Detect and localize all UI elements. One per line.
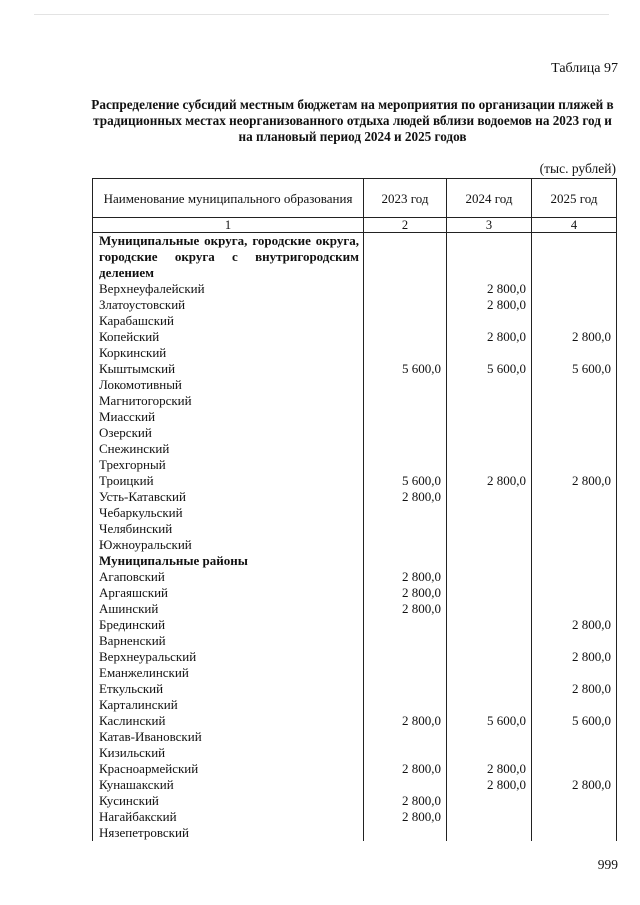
table-header-row — [93, 179, 617, 218]
value-2023-cell — [364, 505, 447, 521]
value-2024-cell — [447, 745, 532, 761]
table-row — [93, 633, 617, 649]
municipality-name-cell: Озерский — [93, 425, 364, 441]
value-2025-cell — [532, 313, 617, 329]
value-2025-cell — [532, 601, 617, 617]
table-number-label: Таблица 97 — [551, 61, 618, 76]
value-2024-cell — [447, 537, 532, 553]
table-row — [93, 745, 617, 761]
value-2025-cell — [532, 761, 617, 777]
value-2025-cell: 2 800,0 — [532, 329, 617, 345]
value-2023-cell: 2 800,0 — [364, 585, 447, 601]
municipality-name-cell: Снежинский — [93, 441, 364, 457]
table-row — [93, 761, 617, 777]
value-2024-cell — [447, 665, 532, 681]
value-2023-cell — [364, 649, 447, 665]
column-number-3: 3 — [447, 218, 532, 233]
value-2023-cell — [364, 553, 447, 569]
subsidies-table — [92, 178, 617, 841]
value-2023-cell — [364, 633, 447, 649]
municipality-name-cell: Нагайбакский — [93, 809, 364, 825]
municipality-name-cell: Варненский — [93, 633, 364, 649]
table-row — [93, 393, 617, 409]
value-2024-cell: 5 600,0 — [447, 361, 532, 377]
value-2025-cell — [532, 809, 617, 825]
column-number-row — [93, 218, 617, 233]
municipality-name-cell: Еманжелинский — [93, 665, 364, 681]
municipality-name-cell: Кыштымский — [93, 361, 364, 377]
document-title: Распределение субсидий местным бюджетам на мероприятия по организации пляжей в традиционных местах неорганизованного отдыха людей вблизи водоемов на 2023 год и на плановый период 2024 и 2025 годов — [91, 97, 614, 144]
municipality-name-cell: Карабашский — [93, 313, 364, 329]
value-2023-cell — [364, 617, 447, 633]
value-2023-cell: 2 800,0 — [364, 601, 447, 617]
value-2024-cell — [447, 409, 532, 425]
table-row — [93, 409, 617, 425]
table-row — [93, 793, 617, 809]
column-header-municipality: Наименование муниципального образования — [93, 179, 364, 218]
value-2025-cell — [532, 393, 617, 409]
value-2024-cell — [447, 521, 532, 537]
value-2023-cell — [364, 377, 447, 393]
table-row — [93, 377, 617, 393]
group-name-cell: Муниципальные округа, городские округа, городские округа с внутригородским делением — [93, 233, 364, 282]
column-number-4: 4 — [532, 218, 617, 233]
value-2024-cell — [447, 377, 532, 393]
column-number-2: 2 — [364, 218, 447, 233]
page-edge-line — [34, 14, 609, 15]
value-2025-cell — [532, 793, 617, 809]
value-2023-cell — [364, 745, 447, 761]
value-2024-cell — [447, 697, 532, 713]
value-2024-cell: 2 800,0 — [447, 329, 532, 345]
column-header-2024: 2024 год — [447, 179, 532, 218]
value-2025-cell — [532, 377, 617, 393]
value-2025-cell: 5 600,0 — [532, 713, 617, 729]
value-2025-cell — [532, 537, 617, 553]
value-2023-cell — [364, 441, 447, 457]
table-row — [93, 585, 617, 601]
value-2025-cell — [532, 745, 617, 761]
municipality-name-cell: Коркинский — [93, 345, 364, 361]
value-2024-cell — [447, 681, 532, 697]
value-2023-cell — [364, 425, 447, 441]
value-2024-cell — [447, 809, 532, 825]
value-2024-cell — [447, 313, 532, 329]
table-row — [93, 537, 617, 553]
value-2023-cell: 2 800,0 — [364, 713, 447, 729]
table-group-row — [93, 553, 617, 569]
value-2025-cell: 2 800,0 — [532, 649, 617, 665]
value-2025-cell — [532, 665, 617, 681]
value-2024-cell: 2 800,0 — [447, 761, 532, 777]
table-row — [93, 729, 617, 745]
value-2024-cell: 2 800,0 — [447, 473, 532, 489]
municipality-name-cell: Чебаркульский — [93, 505, 364, 521]
value-2023-cell: 2 800,0 — [364, 569, 447, 585]
municipality-name-cell: Красноармейский — [93, 761, 364, 777]
table-row — [93, 345, 617, 361]
value-2024-cell — [447, 793, 532, 809]
value-2023-cell — [364, 681, 447, 697]
table-row — [93, 809, 617, 825]
table-body — [93, 233, 617, 842]
value-2025-cell — [532, 457, 617, 473]
value-2025-cell — [532, 585, 617, 601]
value-2024-cell — [447, 649, 532, 665]
table-row — [93, 713, 617, 729]
value-2024-cell — [447, 585, 532, 601]
value-2023-cell — [364, 297, 447, 313]
value-2024-cell — [447, 457, 532, 473]
value-2023-cell — [364, 329, 447, 345]
column-header-2025: 2025 год — [532, 179, 617, 218]
table-row — [93, 617, 617, 633]
value-2025-cell — [532, 233, 617, 282]
value-2025-cell — [532, 697, 617, 713]
value-2025-cell — [532, 633, 617, 649]
table-row — [93, 457, 617, 473]
value-2023-cell — [364, 457, 447, 473]
municipality-name-cell: Ашинский — [93, 601, 364, 617]
table-row — [93, 473, 617, 489]
table-row — [93, 489, 617, 505]
table-row — [93, 313, 617, 329]
page-number: 999 — [597, 857, 618, 872]
value-2025-cell — [532, 553, 617, 569]
value-2025-cell: 2 800,0 — [532, 777, 617, 793]
value-2025-cell — [532, 409, 617, 425]
table-row — [93, 665, 617, 681]
value-2023-cell — [364, 345, 447, 361]
value-2025-cell — [532, 825, 617, 841]
units-label: (тыс. рублей) — [539, 161, 616, 176]
municipality-name-cell: Копейский — [93, 329, 364, 345]
municipality-name-cell: Карталинский — [93, 697, 364, 713]
municipality-name-cell: Южноуральский — [93, 537, 364, 553]
value-2024-cell — [447, 393, 532, 409]
value-2024-cell: 2 800,0 — [447, 281, 532, 297]
table-row — [93, 329, 617, 345]
value-2023-cell — [364, 393, 447, 409]
value-2023-cell — [364, 537, 447, 553]
value-2024-cell — [447, 617, 532, 633]
value-2023-cell: 5 600,0 — [364, 361, 447, 377]
value-2024-cell — [447, 601, 532, 617]
value-2025-cell — [532, 425, 617, 441]
table-row — [93, 569, 617, 585]
municipality-name-cell: Еткульский — [93, 681, 364, 697]
municipality-name-cell: Кусинский — [93, 793, 364, 809]
value-2023-cell — [364, 281, 447, 297]
municipality-name-cell: Верхнеуральский — [93, 649, 364, 665]
value-2024-cell: 2 800,0 — [447, 777, 532, 793]
value-2023-cell — [364, 665, 447, 681]
value-2025-cell — [532, 569, 617, 585]
value-2025-cell — [532, 281, 617, 297]
municipality-name-cell: Верхнеуфалейский — [93, 281, 364, 297]
value-2024-cell — [447, 825, 532, 841]
municipality-name-cell: Каслинский — [93, 713, 364, 729]
value-2024-cell — [447, 425, 532, 441]
municipality-name-cell: Кизильский — [93, 745, 364, 761]
table-row — [93, 425, 617, 441]
table-group-row — [93, 233, 617, 282]
value-2025-cell — [532, 505, 617, 521]
value-2023-cell — [364, 521, 447, 537]
municipality-name-cell: Златоустовский — [93, 297, 364, 313]
municipality-name-cell: Брединский — [93, 617, 364, 633]
table-row — [93, 697, 617, 713]
value-2025-cell — [532, 521, 617, 537]
value-2023-cell: 2 800,0 — [364, 761, 447, 777]
value-2024-cell: 5 600,0 — [447, 713, 532, 729]
table-row — [93, 297, 617, 313]
table-row — [93, 441, 617, 457]
value-2024-cell — [447, 233, 532, 282]
table-row — [93, 281, 617, 297]
value-2024-cell: 2 800,0 — [447, 297, 532, 313]
value-2023-cell — [364, 825, 447, 841]
value-2024-cell — [447, 633, 532, 649]
value-2024-cell — [447, 441, 532, 457]
value-2024-cell — [447, 569, 532, 585]
value-2025-cell: 2 800,0 — [532, 617, 617, 633]
municipality-name-cell: Кунашакский — [93, 777, 364, 793]
value-2025-cell — [532, 729, 617, 745]
municipality-name-cell: Катав-Ивановский — [93, 729, 364, 745]
value-2025-cell — [532, 441, 617, 457]
value-2024-cell — [447, 553, 532, 569]
municipality-name-cell: Магнитогорский — [93, 393, 364, 409]
group-name-cell: Муниципальные районы — [93, 553, 364, 569]
table-row — [93, 521, 617, 537]
value-2024-cell — [447, 505, 532, 521]
value-2023-cell — [364, 233, 447, 282]
table-row — [93, 649, 617, 665]
value-2023-cell: 2 800,0 — [364, 489, 447, 505]
value-2025-cell — [532, 345, 617, 361]
municipality-name-cell: Локомотивный — [93, 377, 364, 393]
value-2025-cell: 5 600,0 — [532, 361, 617, 377]
value-2024-cell — [447, 489, 532, 505]
value-2023-cell — [364, 697, 447, 713]
municipality-name-cell: Трехгорный — [93, 457, 364, 473]
table-row — [93, 361, 617, 377]
municipality-name-cell: Усть-Катавский — [93, 489, 364, 505]
value-2023-cell — [364, 777, 447, 793]
value-2023-cell: 2 800,0 — [364, 809, 447, 825]
value-2023-cell — [364, 409, 447, 425]
table-row — [93, 825, 617, 841]
value-2023-cell — [364, 729, 447, 745]
column-number-1: 1 — [93, 218, 364, 233]
value-2024-cell — [447, 345, 532, 361]
municipality-name-cell: Челябинский — [93, 521, 364, 537]
table-row — [93, 681, 617, 697]
value-2025-cell — [532, 297, 617, 313]
value-2025-cell — [532, 489, 617, 505]
value-2023-cell: 2 800,0 — [364, 793, 447, 809]
value-2025-cell: 2 800,0 — [532, 473, 617, 489]
table-row — [93, 601, 617, 617]
municipality-name-cell: Агаповский — [93, 569, 364, 585]
table-row — [93, 505, 617, 521]
column-header-2023: 2023 год — [364, 179, 447, 218]
value-2023-cell: 5 600,0 — [364, 473, 447, 489]
value-2025-cell: 2 800,0 — [532, 681, 617, 697]
table-row — [93, 777, 617, 793]
municipality-name-cell: Аргаяшский — [93, 585, 364, 601]
municipality-name-cell: Нязепетровский — [93, 825, 364, 841]
municipality-name-cell: Миасский — [93, 409, 364, 425]
value-2023-cell — [364, 313, 447, 329]
value-2024-cell — [447, 729, 532, 745]
municipality-name-cell: Троицкий — [93, 473, 364, 489]
